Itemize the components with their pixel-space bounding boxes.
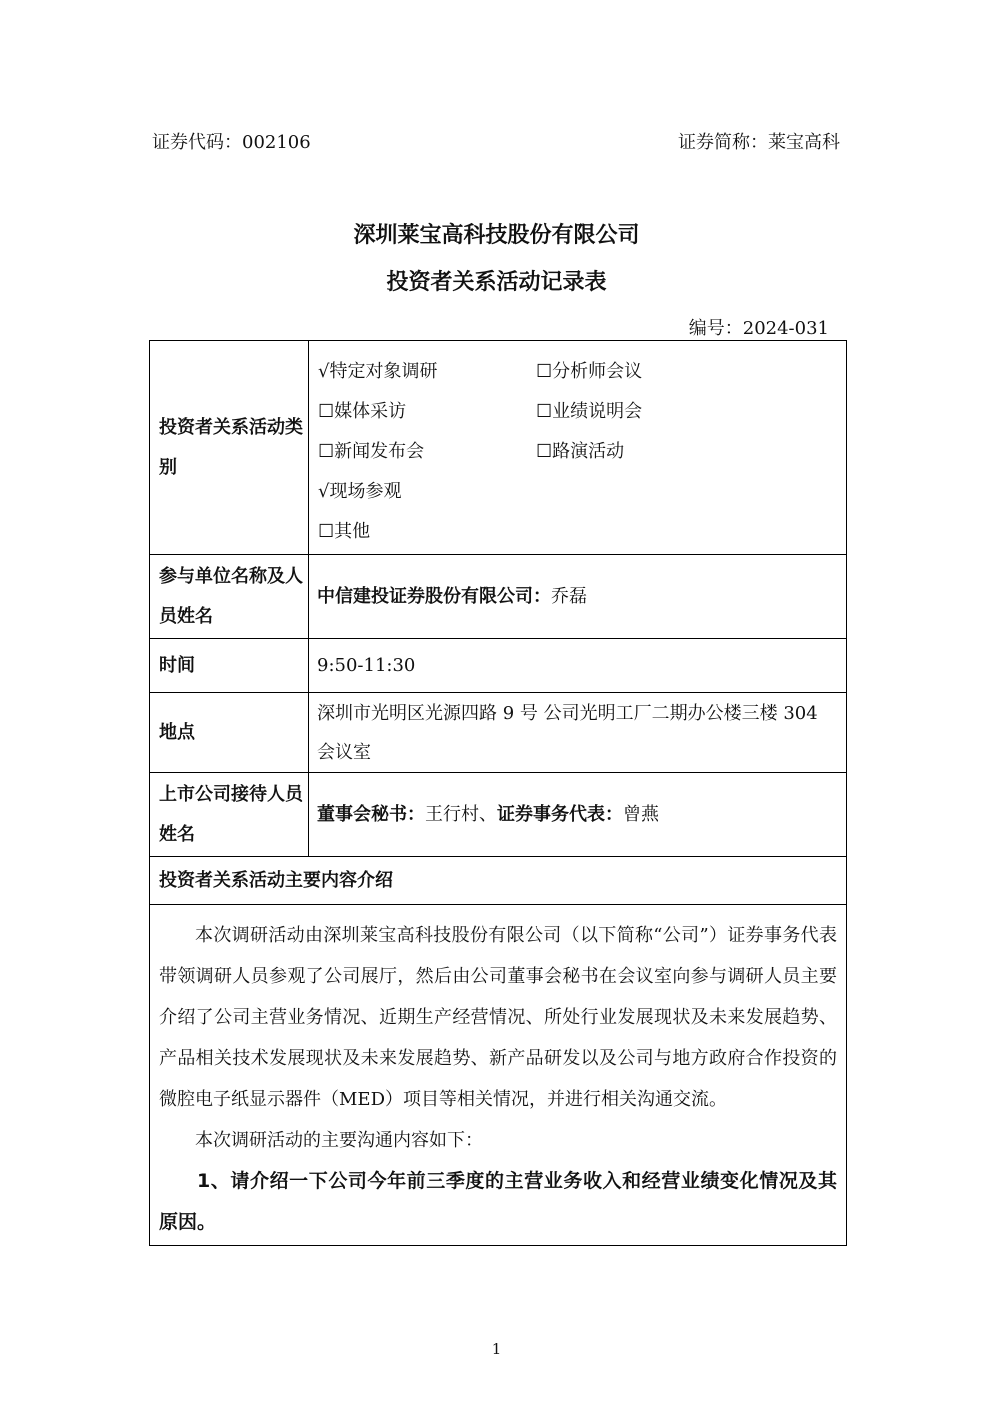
option-site-visit: √现场参观: [318, 481, 402, 502]
content-paragraph-2: 本次调研活动的主要沟通内容如下：: [195, 1130, 483, 1151]
receptionist-role-2: 证券事务代表：: [497, 804, 623, 825]
main-content-header-row: [150, 857, 847, 905]
page-number: 1: [491, 1340, 502, 1358]
record-title: 投资者关系活动记录表: [386, 270, 607, 295]
receptionists-value: [309, 773, 847, 857]
location-label: 地点: [150, 693, 309, 773]
option-empty-2: [536, 512, 756, 552]
option-press-conference: ☐新闻发布会: [318, 441, 425, 462]
participants-label: 参与单位名称及人员姓名: [150, 555, 309, 639]
main-content-body: [150, 905, 847, 1246]
participant-org: 中信建投证券股份有限公司：: [317, 586, 551, 607]
option-media-interview: ☐媒体采访: [318, 401, 407, 422]
time-row: [150, 639, 847, 693]
option-roadshow: ☐路演活动: [536, 441, 625, 462]
company-title: 深圳莱宝高科技股份有限公司: [353, 223, 640, 248]
question-1: 1、请介绍一下公司今年前三季度的主营业务收入和经营业绩变化情况及其原因。: [159, 1170, 837, 1233]
receptionist-name-1: 王行村、: [425, 804, 497, 825]
activity-type-row: [150, 341, 847, 555]
activity-type-label: 投资者关系活动类别: [150, 341, 309, 555]
receptionists-row: [150, 773, 847, 857]
stock-short-name: 证券简称：莱宝高科: [678, 132, 840, 153]
participants-value: [309, 555, 847, 639]
option-other: ☐其他: [318, 521, 371, 542]
option-empty-1: [536, 472, 756, 512]
participant-name: 乔磊: [551, 586, 587, 607]
record-table: [149, 340, 847, 1246]
receptionists-label: 上市公司接待人员姓名: [150, 773, 309, 857]
option-analyst-meeting: ☐分析师会议: [536, 361, 643, 382]
receptionist-role-1: 董事会秘书：: [317, 804, 425, 825]
document-header: [152, 128, 840, 156]
time-label: 时间: [150, 639, 309, 693]
time-value: 9:50-11:30: [309, 639, 847, 693]
option-specific-research: √特定对象调研: [318, 361, 438, 382]
main-content-label: 投资者关系活动主要内容介绍: [150, 857, 847, 905]
option-earnings-briefing: ☐业绩说明会: [536, 401, 643, 422]
receptionist-name-2: 曾燕: [623, 804, 659, 825]
participants-row: [150, 555, 847, 639]
content-paragraph-1: 本次调研活动由深圳莱宝高科技股份有限公司（以下简称“公司”）证券事务代表带领调研人员参观了公司展厅，然后由公司董事会秘书在会议室向参与调研人员主要介绍了公司主营业务情况、近期生产经营情况、所处行业发展现状及未来发展趋势、产品相关技术发展现状及未来发展趋势、新产品研发以及公司与地方政府合作投资的微腔电子纸显示器件（MED）项目等相关情况，并进行相关沟通交流。: [159, 925, 837, 1110]
activity-type-options: [309, 341, 847, 555]
stock-code: 证券代码：002106: [152, 132, 311, 153]
location-row: [150, 693, 847, 773]
location-value: 深圳市光明区光源四路 9 号 公司光明工厂二期办公楼三楼 304 会议室: [309, 693, 847, 773]
main-content-row: [150, 905, 847, 1246]
document-number: 编号：2024-031: [688, 318, 829, 339]
